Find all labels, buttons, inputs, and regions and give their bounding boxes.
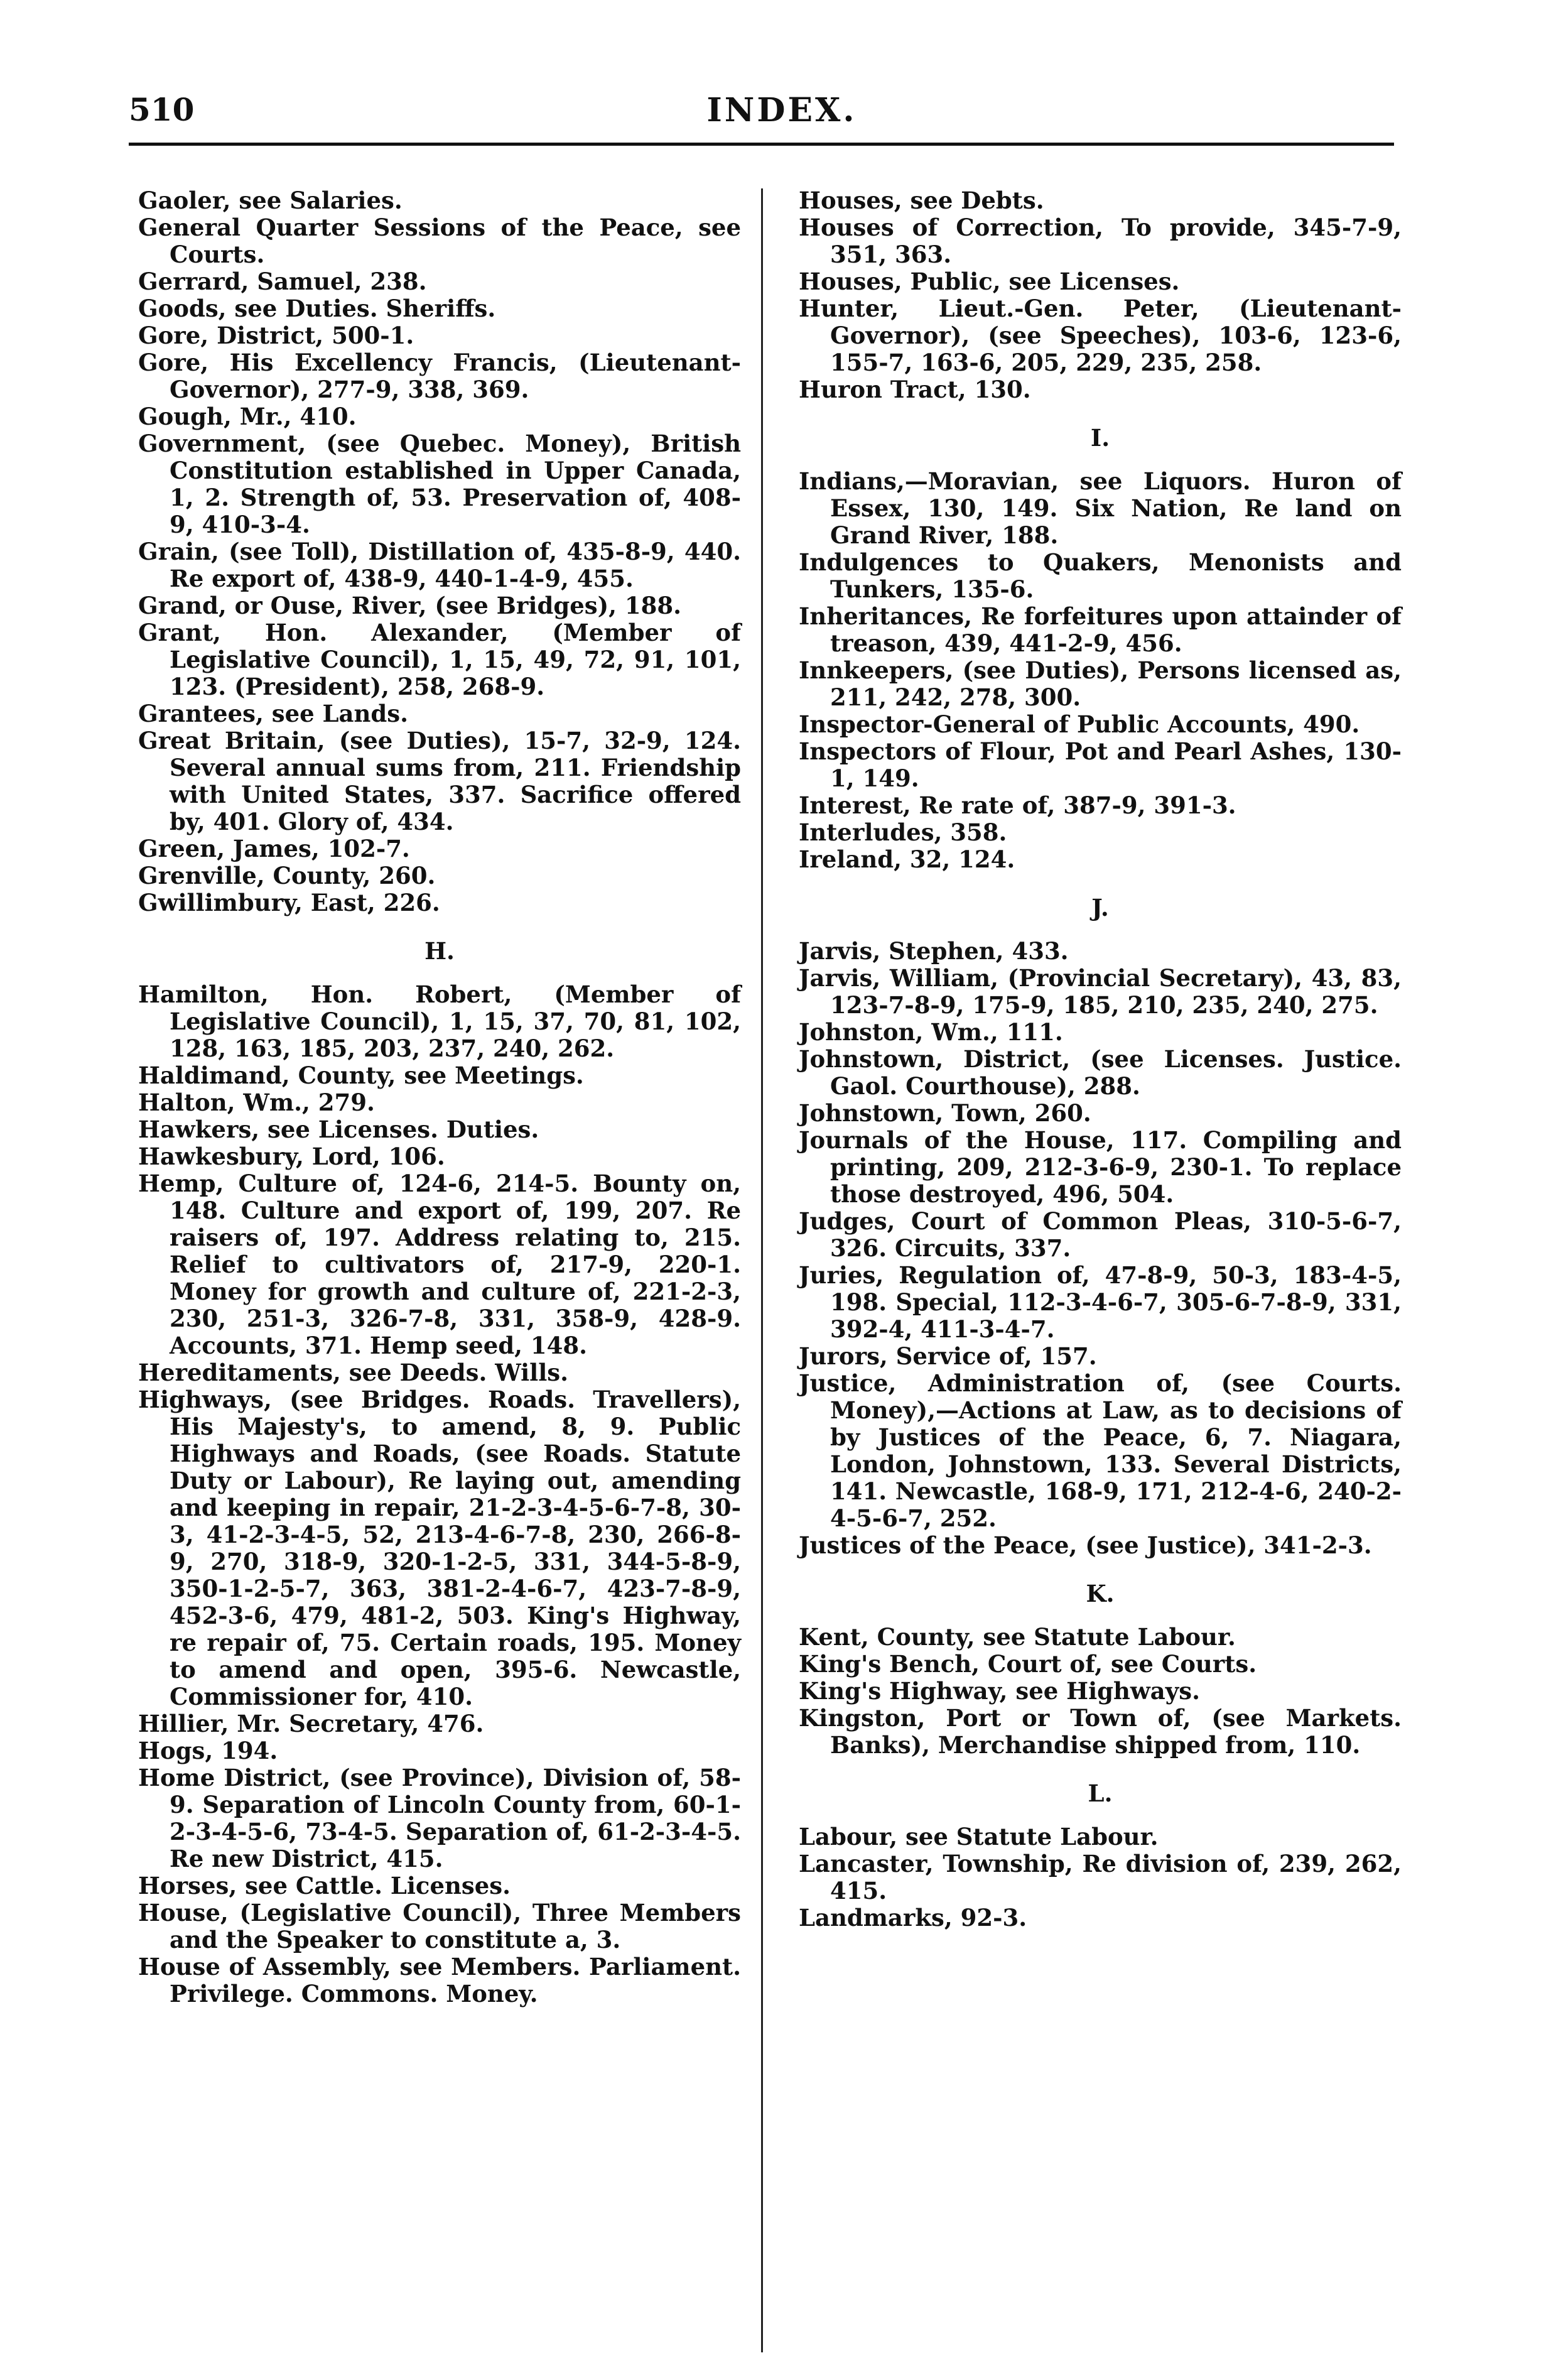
letter-heading-k: K. <box>1086 1580 1115 1607</box>
letter-heading-i: I. <box>1090 424 1110 452</box>
index-entry: King's Highway, see Highways. <box>799 1677 1200 1705</box>
index-entry: Green, James, 102-7. <box>138 835 410 862</box>
letter-heading-h: H. <box>424 937 455 965</box>
index-entry: Houses, see Debts. <box>799 187 1044 214</box>
index-entry: Hunter, Lieut.-Gen. Peter, (Lieutenant-Governor), (see Speeches), 103-6, 123-6, 155-7, 163-6, 205, 229, 235, 258. <box>799 295 1402 376</box>
index-entry: Interest, Re rate of, 387-9, 391-3. <box>799 791 1236 819</box>
index-entry: Hamilton, Hon. Robert, (Member of Legislative Council), 1, 15, 37, 70, 81, 102, 128, 163, 185, 203, 237, 240, 262. <box>138 981 741 1062</box>
index-entry: Indulgences to Quakers, Menonists and Tunkers, 135-6. <box>799 548 1402 603</box>
index-entry: Journals of the House, 117. Compiling and printing, 209, 212-3-6-9, 230-1. To replace those destroyed, 496, 504. <box>799 1126 1402 1208</box>
index-entry: House, (Legislative Council), Three Members and the Speaker to constitute a, 3. <box>138 1899 741 1953</box>
right-column <box>799 187 1402 1932</box>
index-entry: Kingston, Port or Town of, (see Markets. Banks), Merchandise shipped from, 110. <box>799 1704 1402 1759</box>
index-entry: Lancaster, Township, Re division of, 239, 262, 415. <box>799 1850 1402 1905</box>
index-entry: General Quarter Sessions of the Peace, see Courts. <box>138 214 741 268</box>
index-entry: King's Bench, Court of, see Courts. <box>799 1650 1257 1678</box>
index-entry: Grain, (see Toll), Distillation of, 435-8-9, 440. Re export of, 438-9, 440-1-4-9, 455. <box>138 538 741 592</box>
index-entry: Jarvis, William, (Provincial Secretary), 43, 83, 123-7-8-9, 175-9, 185, 210, 235, 240, 275. <box>799 964 1402 1019</box>
index-entry: Inspectors of Flour, Pot and Pearl Ashes, 130-1, 149. <box>799 737 1402 792</box>
index-entry: Indians,—Moravian, see Liquors. Huron of Essex, 130, 149. Six Nation, Re land on Grand River, 188. <box>799 467 1402 549</box>
index-entry: Jurors, Service of, 157. <box>799 1342 1097 1370</box>
entries-i <box>799 468 1402 873</box>
page-header <box>0 0 1546 170</box>
index-entry: Innkeepers, (see Duties), Persons licensed as, 211, 242, 278, 300. <box>799 656 1402 711</box>
index-entry: Hawkers, see Licenses. Duties. <box>138 1116 539 1143</box>
index-entry: Huron Tract, 130. <box>799 376 1031 403</box>
index-entry: Halton, Wm., 279. <box>138 1089 375 1116</box>
index-entry: Grand, or Ouse, River, (see Bridges), 188. <box>138 592 681 619</box>
index-entry: Hogs, 194. <box>138 1737 278 1764</box>
column-divider <box>761 188 763 2352</box>
left-column <box>138 187 741 2008</box>
entries-l <box>799 1823 1402 1932</box>
index-entry: Hawkesbury, Lord, 106. <box>138 1143 445 1170</box>
entries-j <box>799 938 1402 1559</box>
index-entry: Juries, Regulation of, 47-8-9, 50-3, 183-4-5, 198. Special, 112-3-4-6-7, 305-6-7-8-9, 331, 392-4, 411-3-4-7. <box>799 1261 1402 1343</box>
index-entry: Highways, (see Bridges. Roads. Travellers), His Majesty's, to amend, 8, 9. Public Highways and Roads, (see Roads. Statute Duty or Labour), Re laying out, amending and keeping in repair, 21-2-3-4-5-6-7-8, 30-3, 41-2-3-4-5, 52, 213-4-6-7-8, 230, 266-8-9, 270, 318-9, 320-1-2-5, 331, 344-5-8-9, 350-1-2-5-7, 363, 381-2-4-6-7, 423-7-8-9, 452-3-6, 479, 481-2, 503. King's Highway, re repair of, 75. Certain roads, 195. Money to amend and open, 395-6. Newcastle, Commissioner for, 410. <box>138 1386 741 1710</box>
entries-h <box>138 981 741 2008</box>
index-entry: Gwillimbury, East, 226. <box>138 889 440 916</box>
index-entry: Johnston, Wm., 111. <box>799 1018 1063 1046</box>
index-entry: Houses of Correction, To provide, 345-7-9, 351, 363. <box>799 214 1402 268</box>
entries-k <box>799 1624 1402 1759</box>
running-head: INDEX. <box>706 91 857 129</box>
index-entry: Grantees, see Lands. <box>138 700 408 727</box>
index-entry: Gerrard, Samuel, 238. <box>138 268 427 295</box>
index-entry: Goods, see Duties. Sheriffs. <box>138 295 496 322</box>
index-entry: Hillier, Mr. Secretary, 476. <box>138 1710 484 1737</box>
index-entry: Jarvis, Stephen, 433. <box>799 937 1069 965</box>
index-entry: Haldimand, County, see Meetings. <box>138 1062 584 1089</box>
index-entry: Inspector-General of Public Accounts, 490. <box>799 710 1360 738</box>
index-entry: Justice, Administration of, (see Courts. Money),—Actions at Law, as to decisions of by Justices of the Peace, 6, 7. Niagara, London, Johnstown, 133. Several Districts, 141. Newcastle, 168-9, 171, 212-4-6, 240-2-4-5-6-7, 252. <box>799 1369 1402 1532</box>
index-entry: Gaoler, see Salaries. <box>138 187 403 214</box>
index-entry: Hereditaments, see Deeds. Wills. <box>138 1359 569 1386</box>
index-entry: Gore, District, 500-1. <box>138 322 414 349</box>
entries-h-continued <box>799 187 1402 403</box>
index-entry: Inheritances, Re forfeitures upon attainder of treason, 439, 441-2-9, 456. <box>799 602 1402 657</box>
index-entry: House of Assembly, see Members. Parliament. Privilege. Commons. Money. <box>138 1953 741 2008</box>
letter-heading-l: L. <box>1088 1780 1113 1807</box>
index-entry: Gough, Mr., 410. <box>138 403 357 430</box>
index-entry: Ireland, 32, 124. <box>799 845 1015 873</box>
index-entry: Johnstown, District, (see Licenses. Justice. Gaol. Courthouse), 288. <box>799 1045 1402 1100</box>
index-entry: Kent, County, see Statute Labour. <box>799 1623 1236 1651</box>
index-entry: Great Britain, (see Duties), 15-7, 32-9, 124. Several annual sums from, 211. Friendship with United States, 337. Sacrifice offered by, 401. Glory of, 434. <box>138 727 741 835</box>
index-entry: Johnstown, Town, 260. <box>799 1099 1091 1127</box>
letter-heading-j: J. <box>1091 894 1109 921</box>
page-number: 510 <box>129 91 195 128</box>
index-entry: Houses, Public, see Licenses. <box>799 268 1180 295</box>
index-entry: Home District, (see Province), Division of, 58-9. Separation of Lincoln County from, 60-1-2-3-4-5-6, 73-4-5. Separation of, 61-2-3-4-5. Re new District, 415. <box>138 1764 741 1872</box>
index-entry: Labour, see Statute Labour. <box>799 1823 1159 1850</box>
index-entry: Government, (see Quebec. Money), British Constitution established in Upper Canada, 1, 2. Strength of, 53. Preservation of, 408-9, 410-3-4. <box>138 430 741 538</box>
index-entry: Landmarks, 92-3. <box>799 1904 1027 1932</box>
index-entry: Horses, see Cattle. Licenses. <box>138 1872 511 1899</box>
entries-g <box>138 187 741 916</box>
index-entry: Grenville, County, 260. <box>138 862 436 889</box>
index-entry: Gore, His Excellency Francis, (Lieutenant-Governor), 277-9, 338, 369. <box>138 349 741 403</box>
header-rule <box>129 143 1394 146</box>
index-entry: Justices of the Peace, (see Justice), 341-2-3. <box>799 1531 1372 1559</box>
index-entry: Judges, Court of Common Pleas, 310-5-6-7, 326. Circuits, 337. <box>799 1207 1402 1262</box>
index-entry: Hemp, Culture of, 124-6, 214-5. Bounty on, 148. Culture and export of, 199, 207. Re raisers of, 197. Address relating to, 215. Relief to cultivators of, 217-9, 220-1. Money for growth and culture of, 221-2-3, 230, 251-3, 326-7-8, 331, 358-9, 428-9. Accounts, 371. Hemp seed, 148. <box>138 1170 741 1359</box>
index-entry: Interludes, 358. <box>799 818 1007 846</box>
index-entry: Grant, Hon. Alexander, (Member of Legislative Council), 1, 15, 49, 72, 91, 101, 123. (President), 258, 268-9. <box>138 619 741 700</box>
